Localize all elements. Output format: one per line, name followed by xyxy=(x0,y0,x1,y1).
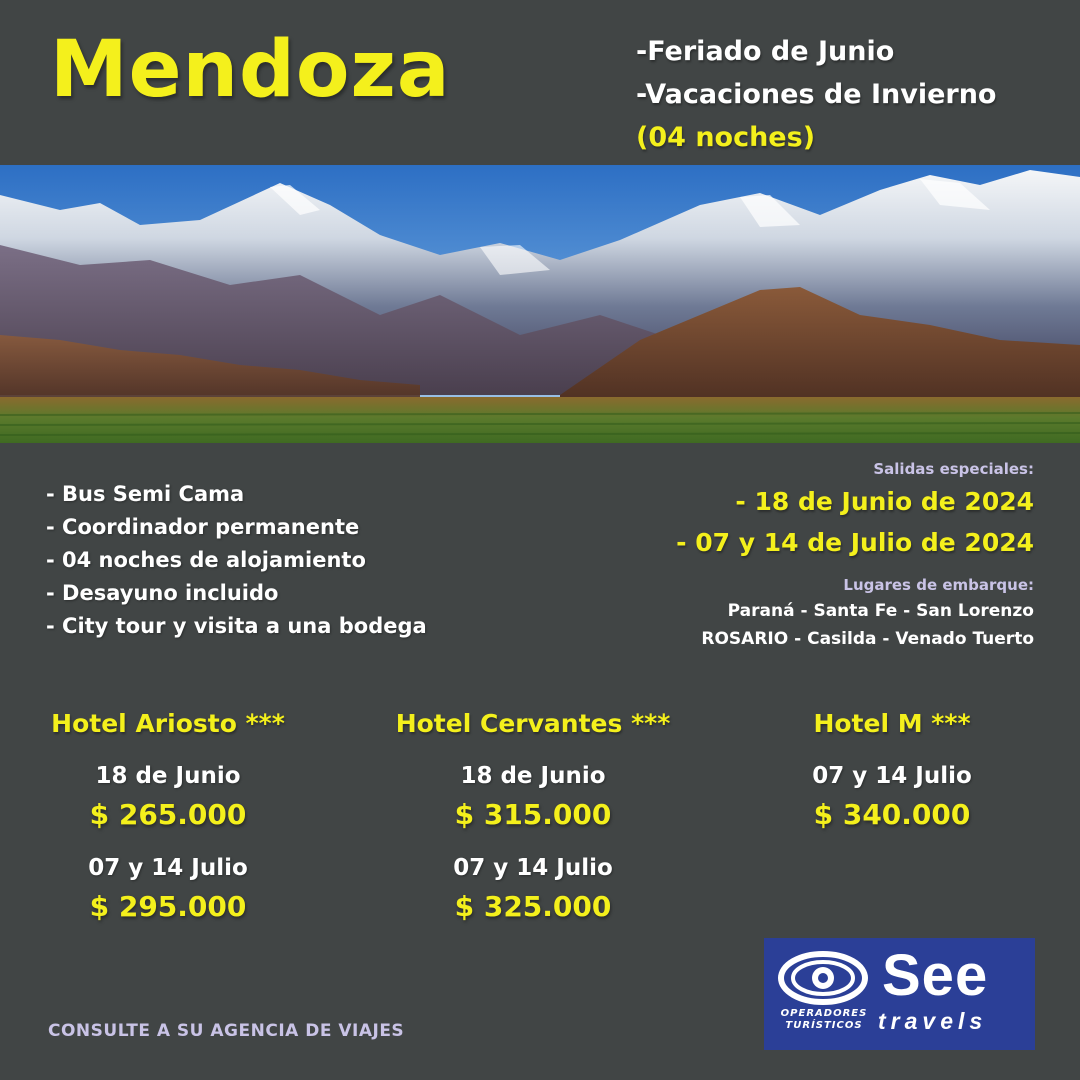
features-list xyxy=(46,478,427,643)
rate-period: 07 y 14 Julio xyxy=(453,855,613,881)
logo-brand: See xyxy=(882,943,989,1008)
feature-item: - Desayuno incluido xyxy=(46,581,279,605)
rate-price: $ 265.000 xyxy=(89,798,247,831)
departures-label: Salidas especiales: xyxy=(873,460,1034,478)
hotel-card-m xyxy=(712,705,1072,851)
logo-sub: travels xyxy=(878,1008,988,1034)
boarding-label: Lugares de embarque: xyxy=(843,576,1034,594)
rate-price: $ 315.000 xyxy=(454,798,612,831)
departure-info xyxy=(676,457,1034,653)
mountain-banner-image xyxy=(0,165,1080,443)
hotel-card-ariosto xyxy=(0,705,348,943)
hotel-name: Hotel M *** xyxy=(813,709,971,738)
see-travels-logo xyxy=(764,938,1035,1050)
departure-date: - 18 de Junio de 2024 xyxy=(735,487,1034,516)
hotel-card-cervantes xyxy=(353,705,713,943)
page-title: Mendoza xyxy=(50,25,451,115)
rate-price: $ 325.000 xyxy=(454,890,612,923)
hotel-name: Hotel Ariosto *** xyxy=(51,709,285,738)
rate-period: 18 de Junio xyxy=(460,763,606,789)
feature-item: - 04 noches de alojamiento xyxy=(46,548,366,572)
logo-tagline-line: TURÍSTICOS xyxy=(785,1020,863,1031)
logo-tagline-line: OPERADORES xyxy=(780,1008,868,1019)
logo-tagline xyxy=(774,1008,874,1032)
hotel-name: Hotel Cervantes *** xyxy=(395,709,671,738)
boarding-place: ROSARIO - Casilda - Venado Tuerto xyxy=(701,629,1034,649)
eye-logo-icon xyxy=(778,948,868,1008)
feature-item: - City tour y visita a una bodega xyxy=(46,614,427,638)
departure-date: - 07 y 14 de Julio de 2024 xyxy=(676,528,1034,557)
header-info xyxy=(636,30,996,159)
feature-item: - Coordinador permanente xyxy=(46,515,360,539)
rate-period: 07 y 14 Julio xyxy=(88,855,248,881)
rate-period: 18 de Junio xyxy=(95,763,241,789)
header-line-vacaciones: -Vacaciones de Invierno xyxy=(636,79,997,110)
rate-price: $ 295.000 xyxy=(89,890,247,923)
header-nights: (04 noches) xyxy=(636,122,816,153)
rate-price: $ 340.000 xyxy=(813,798,971,831)
boarding-place: Paraná - Santa Fe - San Lorenzo xyxy=(727,601,1034,621)
feature-item: - Bus Semi Cama xyxy=(46,482,245,506)
header-line-feriado: -Feriado de Junio xyxy=(636,36,895,67)
footer-cta: CONSULTE A SU AGENCIA DE VIAJES xyxy=(48,1021,405,1041)
rate-period: 07 y 14 Julio xyxy=(812,763,972,789)
